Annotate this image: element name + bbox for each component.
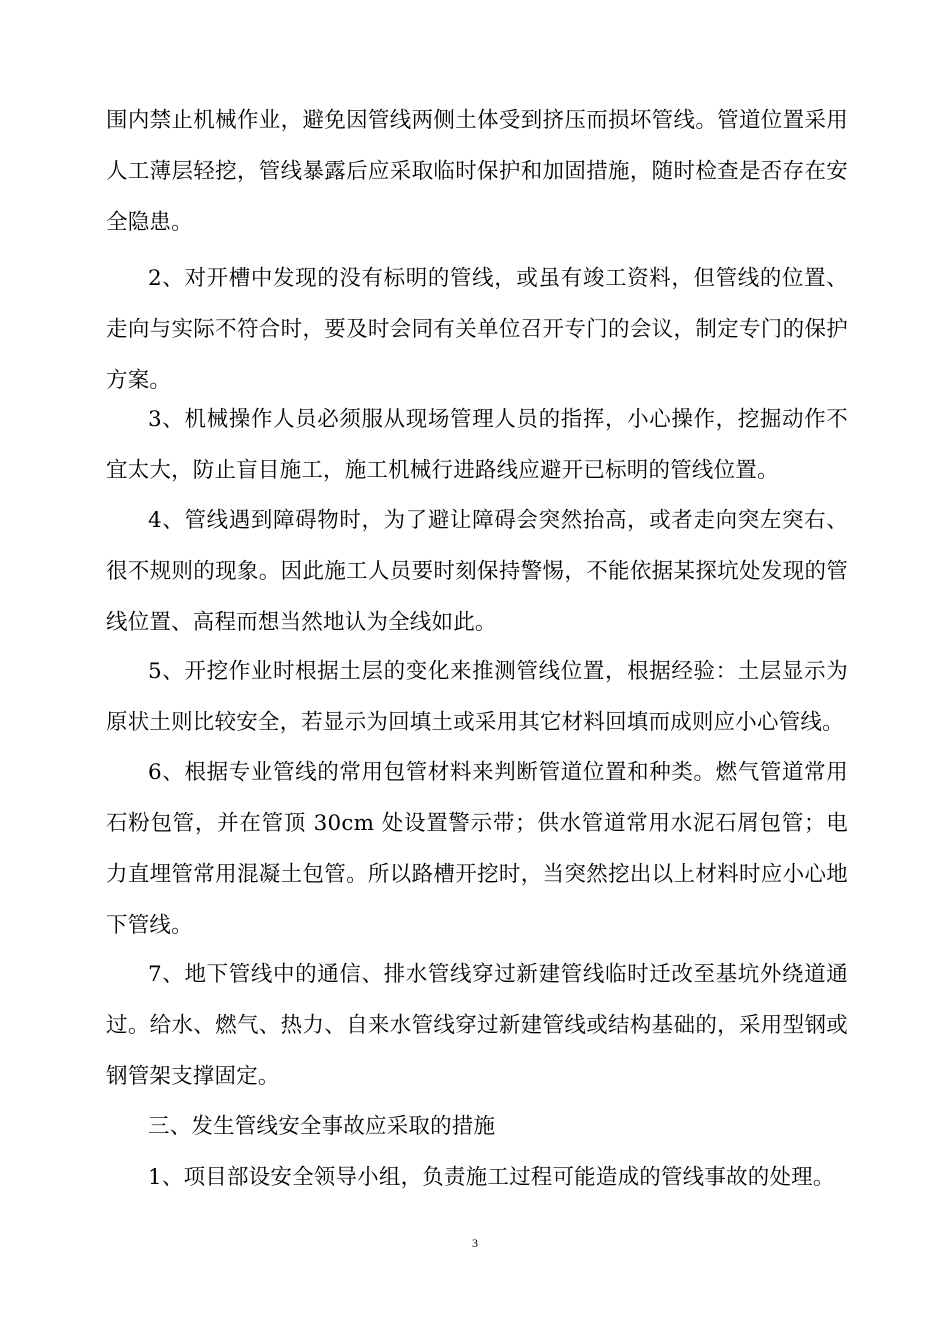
paragraph-item-5: 5、开挖作业时根据土层的变化来推测管线位置，根据经验：土层显示为原状土则比较安全，若显示为回填土或采用其它材料回填而成则应小心管线。 <box>106 659 848 735</box>
paragraph-section-item-1: 1、项目部设安全领导小组，负责施工过程可能造成的管线事故的处理。 <box>148 1165 835 1190</box>
paragraph-item-6: 6、根据专业管线的常用包管材料来判断管道位置和种类。燃气管道常用石粉包管，并在管顶 30cm 处设置警示带；供水管道常用水泥石屑包管；电力直埋管常用混凝土包管。所以路槽开挖时，当突然挖出以上材料时应小心地下管线。 <box>106 760 848 938</box>
paragraph-item-7: 7、地下管线中的通信、排水管线穿过新建管线临时迁改至基坑外绕道通过。给水、燃气、热力、自来水管线穿过新建管线或结构基础的，采用型钢或钢管架支撑固定。 <box>106 962 848 1089</box>
page-number: 3 <box>472 1236 478 1250</box>
paragraph-item-2: 2、对开槽中发现的没有标明的管线，或虽有竣工资料，但管线的位置、走向与实际不符合时，要及时会同有关单位召开专门的会议，制定专门的保护方案。 <box>106 266 848 393</box>
section-heading: 三、发生管线安全事故应采取的措施 <box>148 1114 496 1139</box>
paragraph-continuation: 围内禁止机械作业，避免因管线两侧土体受到挤压而损坏管线。管道位置采用人工薄层轻挖，管线暴露后应采取临时保护和加固措施，随时检查是否存在安全隐患。 <box>106 108 848 235</box>
paragraph-item-4: 4、管线遇到障碍物时，为了避让障碍会突然抬高，或者走向突左突右、很不规则的现象。因此施工人员要时刻保持警惕，不能依据某探坑处发现的管线位置、高程而想当然地认为全线如此。 <box>106 508 848 635</box>
paragraph-item-3: 3、机械操作人员必须服从现场管理人员的指挥，小心操作，挖掘动作不宜太大，防止盲目施工，施工机械行进路线应避开已标明的管线位置。 <box>106 407 848 483</box>
